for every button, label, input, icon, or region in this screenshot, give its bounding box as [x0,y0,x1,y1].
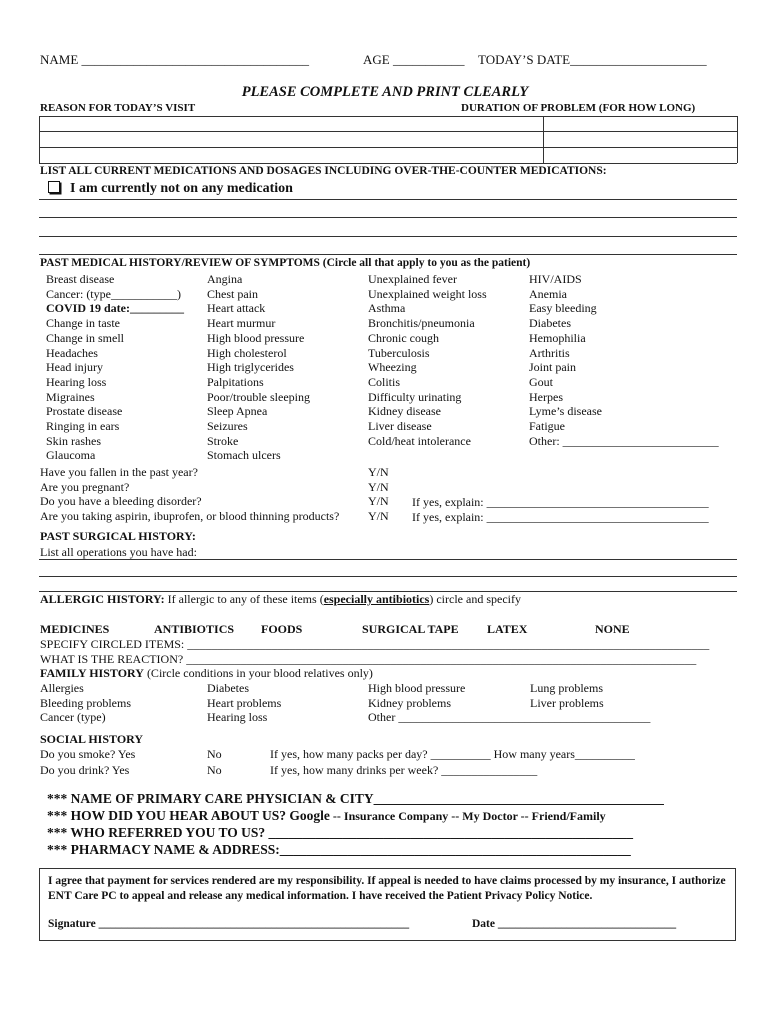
yn-answer[interactable]: Y/N [368,479,389,494]
history-item[interactable]: Gout [529,374,553,389]
family-column-1 [40,681,131,725]
history-item[interactable]: Skin rashes [46,433,101,448]
history-item[interactable]: Stomach ulcers [207,448,281,463]
history-item[interactable]: Seizures [207,419,248,434]
reason-label: REASON FOR TODAY’S VISIT [40,102,196,114]
history-item[interactable]: Lyme’s disease [529,404,602,419]
pharmacy-field[interactable]: *** PHARMACY NAME & ADDRESS:____________________________________________________ [47,842,631,857]
history-item[interactable]: Other: __________________________ [529,433,719,448]
family-item[interactable]: Lung problems [530,681,603,695]
surgical-history-label: PAST SURGICAL HISTORY: [40,529,196,543]
medical-history-label: PAST MEDICAL HISTORY/REVIEW OF SYMPTOMS (Circle all that apply to you as the patient) [40,257,531,269]
family-item[interactable]: Cancer (type) [40,710,106,725]
family-item[interactable]: Kidney problems [368,695,451,710]
history-item[interactable]: Asthma [368,301,406,316]
history-item[interactable]: Change in smell [46,330,124,345]
history-column-2 [207,272,310,463]
history-item[interactable]: Change in taste [46,316,120,331]
history-item[interactable]: Breast disease [46,272,115,286]
social-history-label: SOCIAL HISTORY [40,732,144,746]
history-item[interactable]: High triglycerides [207,360,294,375]
history-item[interactable]: Heart murmur [207,316,276,331]
history-item[interactable]: HIV/AIDS [529,272,582,286]
drink-followup-field[interactable]: If yes, how many drinks per week? ________________ [270,763,538,777]
todays-date-field[interactable]: TODAY’S DATE_____________________ [478,52,707,67]
history-item[interactable]: Glaucoma [46,448,96,463]
age-field[interactable]: AGE ___________ [363,52,465,67]
medications-label: LIST ALL CURRENT MEDICATIONS AND DOSAGES INCLUDING OVER-THE-COUNTER MEDICATIONS: [40,165,607,177]
allergic-history-label: ALLERGIC HISTORY: If allergic to any of these items (especially antibiotics) circle and specify [40,592,521,606]
name-field[interactable]: NAME ___________________________________ [40,52,310,67]
drink-question[interactable]: Do you drink? Yes [40,763,130,777]
family-item[interactable]: Bleeding problems [40,695,131,710]
checkbox-icon[interactable] [48,181,60,193]
history-item[interactable]: Wheezing [368,360,417,375]
drink-no[interactable]: No [207,763,222,777]
history-item[interactable]: Anemia [529,286,567,301]
allergy-option-foods[interactable]: FOODS [261,622,303,636]
history-item[interactable]: High blood pressure [207,330,305,345]
history-item[interactable]: Herpes [529,389,563,404]
family-item-other[interactable]: Other __________________________________________ [368,710,651,725]
family-item[interactable]: Diabetes [207,681,249,695]
referred-by-field[interactable]: *** WHO REFERRED YOU TO US? ______________________________________________________ [47,825,634,840]
allergy-option-latex[interactable]: LATEX [487,622,528,636]
history-item[interactable]: Migraines [46,389,95,404]
history-item[interactable]: Head injury [46,360,103,375]
family-item[interactable]: Heart problems [207,695,282,710]
surgical-history-sub: List all operations you have had: [40,545,197,559]
how-did-you-hear[interactable]: *** HOW DID YOU HEAR ABOUT US? Google -- Insurance Company -- My Doctor -- Friend/Family [47,808,606,823]
history-column-1 [46,272,184,463]
history-item[interactable]: COVID 19 date:_________ [46,301,184,316]
signature-date-field[interactable]: Date _______________________________ [472,918,677,930]
family-column-4 [530,681,604,710]
specify-circled-field[interactable]: SPECIFY CIRCLED ITEMS: _______________________________________________________________________________________ [40,637,710,651]
history-item[interactable]: Unexplained fever [368,272,457,286]
family-column-3 [368,681,650,725]
history-column-4 [529,272,719,448]
history-item[interactable]: Bronchitis/pneumonia [368,316,475,331]
history-item[interactable]: High cholesterol [207,345,287,360]
medication-line[interactable] [39,199,737,200]
allergy-option-antibiotics[interactable]: ANTIBIOTICS [154,622,235,636]
history-item[interactable]: Fatigue [529,419,565,434]
bleeding-explain-field[interactable]: If yes, explain: _____________________________________ [412,495,709,509]
history-item[interactable]: Unexplained weight loss [368,286,487,301]
duration-label: DURATION OF PROBLEM (FOR HOW LONG) [461,102,696,114]
agreement-box [39,868,736,941]
question-fallen: Have you fallen in the past year? [40,465,198,479]
family-item[interactable]: Liver problems [530,695,604,710]
history-item[interactable]: Heart attack [207,301,266,316]
medication-line[interactable] [39,254,737,255]
history-column-3 [368,272,487,448]
allergy-option-none[interactable]: NONE [595,622,630,636]
form-title: PLEASE COMPLETE AND PRINT CLEARLY [241,84,529,100]
history-item[interactable]: Chest pain [207,286,258,301]
history-item[interactable]: Cold/heat intolerance [368,433,471,448]
agreement-text: I agree that payment for services rendered are my responsibility. If appeal is needed to have claims processed by my insurance, I authorize ENT Care PC to appeal and release any medical information. I have received the Patient Privacy Policy Notice. [48,875,726,902]
history-item[interactable]: Prostate disease [46,404,123,419]
reaction-field[interactable]: WHAT IS THE REACTION? _____________________________________________________________________________________ [40,652,697,666]
history-item[interactable]: Angina [207,272,243,286]
question-bleeding: Do you have a bleeding disorder? [40,494,202,509]
yn-answer[interactable]: Y/N [368,509,389,524]
history-item[interactable]: Colitis [368,374,401,389]
thinners-explain-field[interactable]: If yes, explain: _____________________________________ [412,510,709,524]
question-pregnant: Are you pregnant? [40,479,130,494]
family-item[interactable]: Hearing loss [207,710,268,725]
surgery-line[interactable] [39,576,737,577]
family-history-label: FAMILY HISTORY (Circle conditions in your blood relatives only) [40,666,373,680]
history-item[interactable]: Palpitations [207,374,264,389]
history-item[interactable]: Poor/trouble sleeping [207,389,310,404]
yn-answer[interactable]: Y/N [368,494,389,509]
history-item[interactable]: Easy bleeding [529,301,597,316]
history-item[interactable]: Liver disease [368,419,432,434]
yn-questions [40,465,339,524]
history-item[interactable]: Ringing in ears [46,419,120,434]
primary-care-physician-field[interactable]: *** NAME OF PRIMARY CARE PHYSICIAN & CITY___________________________________________ [47,791,664,806]
history-item[interactable]: Tuberculosis [368,345,430,360]
family-item[interactable]: Allergies [40,681,84,695]
no-medication-option[interactable] [48,180,293,197]
history-item[interactable]: Diabetes [529,316,571,331]
history-item[interactable]: Kidney disease [368,404,441,419]
history-item[interactable]: Headaches [46,345,98,360]
allergy-option-surgical-tape[interactable]: SURGICAL TAPE [362,622,459,636]
smoke-no[interactable]: No [207,747,222,761]
yn-answers [368,465,389,524]
no-medication-label: I am currently not on any medication [70,181,293,196]
medication-line[interactable] [39,236,737,237]
history-item[interactable]: Hearing loss [46,374,107,389]
smoke-question[interactable]: Do you smoke? Yes [40,747,136,761]
allergy-option-medicines[interactable]: MEDICINES [40,622,110,636]
family-item[interactable]: High blood pressure [368,681,466,695]
history-item[interactable]: Sleep Apnea [207,404,268,419]
family-column-2 [207,681,281,725]
history-item[interactable]: Chronic cough [368,330,439,345]
signature-field[interactable]: Signature ______________________________________________________ [48,918,410,930]
history-item[interactable]: Difficulty urinating [368,389,462,404]
history-item[interactable]: Joint pain [529,360,576,375]
history-item[interactable]: Stroke [207,433,239,448]
history-item[interactable]: Hemophilia [529,330,586,345]
surgery-line[interactable] [39,559,737,560]
smoke-followup-field[interactable]: If yes, how many packs per day? __________ How many years__________ [270,747,635,761]
yn-answer[interactable]: Y/N [368,465,389,479]
history-item[interactable]: Cancer: (type___________) [46,286,181,301]
question-blood-thinners: Are you taking aspirin, ibuprofen, or blood thinning products? [40,509,340,524]
medication-line[interactable] [39,217,737,218]
history-item[interactable]: Arthritis [529,345,570,360]
